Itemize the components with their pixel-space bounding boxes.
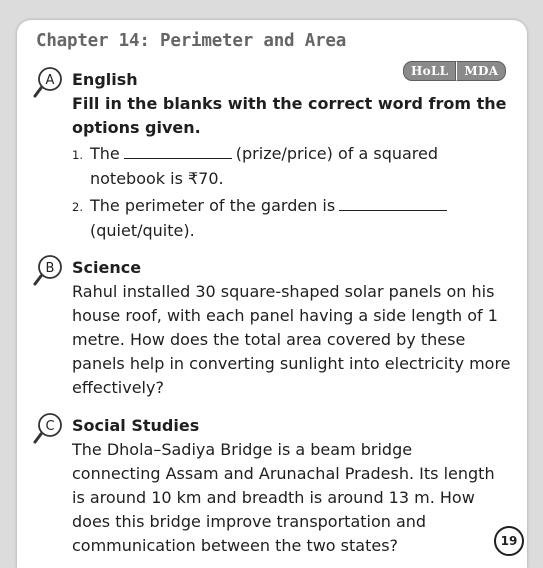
worksheet-card	[17, 20, 527, 568]
section-letter: C	[45, 419, 55, 434]
fill-blank[interactable]	[124, 144, 232, 159]
question-continuation: notebook is ₹70.	[90, 169, 224, 188]
section-title: Science	[72, 258, 142, 277]
section-text: The Dhola–Sadiya Bridge is a beam bridge connecting Assam and Arunachal Pradesh. Its length is around 10 km and breadth is around 13 m. How does this bridge improve transportation and communication between the two states?	[72, 440, 495, 555]
section-letter: B	[45, 261, 55, 276]
question-text-before: The	[90, 144, 120, 163]
question-1	[72, 142, 512, 191]
magnifier-icon	[33, 412, 67, 448]
fill-blank[interactable]	[339, 196, 447, 211]
magnifier-icon	[33, 66, 67, 102]
question-2	[72, 194, 512, 243]
chapter-title: Chapter 14: Perimeter and Area	[36, 31, 347, 51]
holl-badge: HoLL	[403, 61, 456, 81]
page-number: 19	[494, 526, 524, 556]
skill-badges	[403, 61, 506, 81]
question-number: 1.	[72, 148, 83, 162]
section-title: English	[72, 70, 138, 89]
magnifier-icon	[33, 254, 67, 290]
section-title: Social Studies	[72, 416, 200, 435]
section-text: Rahul installed 30 square-shaped solar panels on his house roof, with each panel having a side length of 1 metre. How does the total area covered by these panels help in converting sunlight into electricity more effectively?	[72, 282, 511, 397]
question-number: 2.	[72, 200, 83, 214]
mda-badge: MDA	[456, 61, 506, 81]
question-text-after: (prize/price) of a squared	[235, 144, 439, 163]
section-letter: A	[45, 73, 55, 88]
question-continuation: (quiet/quite).	[90, 221, 195, 240]
question-text-before: The perimeter of the garden is	[90, 196, 336, 215]
instruction-text: Fill in the blanks with the correct word from the options given.	[72, 94, 507, 137]
